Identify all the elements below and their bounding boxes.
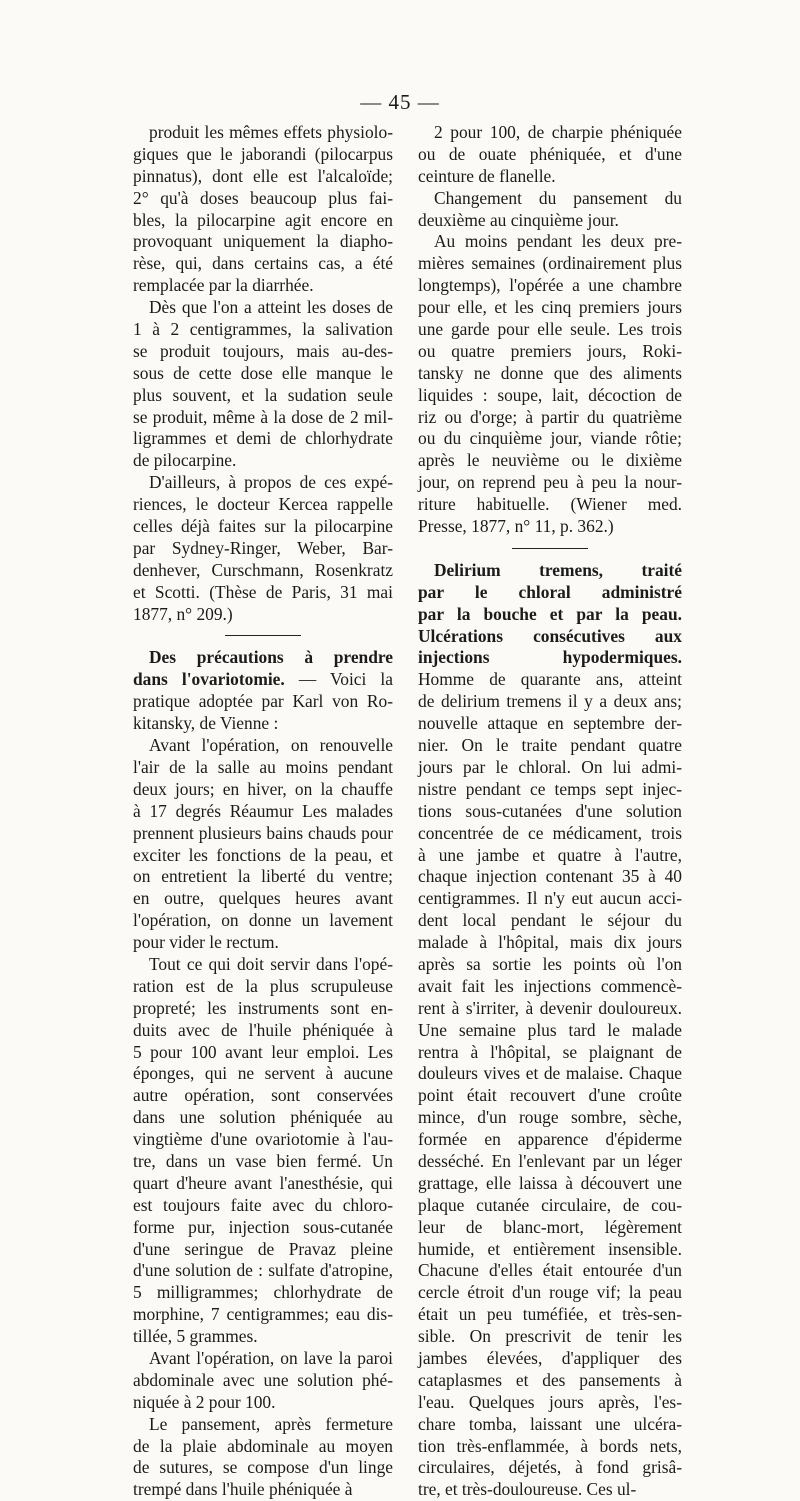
text-line: kitansky, de Vienne :: [133, 713, 279, 734]
text-line: ligrammes et demi de chlorhydrate: [133, 428, 393, 449]
heading-line: par le chloral administré: [418, 581, 682, 602]
text-line: quart d'heure avant l'anesthésie, qui: [133, 1172, 393, 1193]
text-line: 5 pour 100 avant leur emploi. Les: [133, 1041, 393, 1062]
text-line: nouvelle attaque en septembre der-: [418, 713, 682, 734]
text-line: jours par le chloral. On lui admi-: [418, 756, 682, 777]
text-line: leur de blanc-mort, légèrement: [418, 1216, 682, 1237]
text-line: d'une seringue de Pravaz pleine: [133, 1238, 393, 1259]
text-line: D'ailleurs, à propos de ces expé-: [149, 472, 393, 493]
text-line: trempé dans l'huile phéniquée à: [133, 1479, 353, 1500]
text-line: ou quatre premiers jours, Roki-: [418, 340, 682, 361]
text-line: 1877, n° 209.): [133, 603, 233, 624]
text-line: avait fait les injections commencè-: [418, 975, 682, 996]
text-line: en outre, quelques heures avant: [133, 888, 393, 909]
text-line: douleurs vives et de malaise. Chaque: [418, 1063, 682, 1084]
text-line: chare tomba, laissant une ulcéra-: [418, 1413, 682, 1434]
text-line: grattage, elle laissa à découvert une: [418, 1172, 682, 1193]
paragraph-p2: [133, 297, 393, 472]
text-line: Homme de quarante ans, atteint: [418, 669, 682, 690]
paragraph-r3: [418, 231, 682, 537]
text-line: propreté; les instruments sont en-: [133, 997, 393, 1018]
text-line: autre opération, sont conservées: [133, 1085, 393, 1106]
text-line: se produit toujours, mais au-des-: [133, 340, 393, 361]
text-line: giques que le jaborandi (pilocarpus: [133, 143, 393, 164]
text-line: cercle étroit d'un rouge vif; la peau: [418, 1282, 682, 1303]
text-line: l'eau. Quelques jours après, l'es-: [418, 1391, 682, 1412]
text-line: riture habituelle. (Wiener med.: [418, 494, 682, 515]
heading-line: injections hypodermiques.: [418, 647, 682, 668]
text-line: malade à l'hôpital, mais dix jours: [418, 932, 682, 953]
text-line: abdominale avec une solution phé-: [133, 1369, 393, 1390]
heading-line: Ulcérations consécutives aux: [418, 625, 682, 646]
text-line: par Sydney-Ringer, Weber, Bar-: [133, 537, 393, 558]
paragraph-p5: [133, 735, 393, 954]
paragraph-r4: [418, 560, 682, 1501]
text-line: rentra à l'hôpital, se plaignant de: [418, 1041, 682, 1062]
text-line: tion très-enflammée, à bords nets,: [418, 1435, 682, 1456]
text-line: mières semaines (ordinairement plus: [418, 253, 682, 274]
text-line: ou de ouate phéniquée, et d'une: [418, 143, 682, 164]
text-line: plus souvent, et la sudation seule: [133, 384, 393, 405]
section-rule: [512, 548, 588, 549]
text-line: formée en apparence d'épiderme: [418, 1129, 682, 1150]
text-line: morphine, 7 centigrammes; eau dis-: [133, 1304, 393, 1325]
text-line: remplacée par la diarrhée.: [133, 275, 314, 296]
text-line: tions sous-cutanées d'une solution: [418, 800, 682, 821]
text-line: prennent plusieurs bains chauds pour: [133, 822, 393, 843]
text-line: 1 à 2 centigrammes, la salivation: [133, 319, 393, 340]
text-line: plaque cutanée circulaire, de cou-: [418, 1194, 682, 1215]
text-line: chaque injection contenant 35 à 40: [418, 866, 682, 887]
text-line: pour vider le rectum.: [133, 932, 279, 953]
text-line: liquides : soupe, lait, décoction de: [418, 384, 682, 405]
text-line: jour, on reprend peu à peu la nour-: [418, 472, 682, 493]
text-line: pratique adoptée par Karl von Ro-: [133, 691, 393, 712]
body-text: — Voici la: [284, 669, 393, 690]
heading-text: Des précautions à prendre: [149, 647, 393, 668]
right-column: [418, 122, 682, 1501]
text-line: riences, le docteur Kercea rappelle: [133, 494, 393, 515]
text-line: Avant l'opération, on lave la paroi: [149, 1347, 393, 1368]
text-line: nier. On le traite pendant quatre: [418, 735, 682, 756]
text-line: pinnatus), dont elle est l'alcaloïde;: [133, 165, 393, 186]
text-line: tillée, 5 grammes.: [133, 1326, 258, 1347]
paragraph-p6: [133, 954, 393, 1348]
text-line: ceinture de flanelle.: [418, 165, 556, 186]
text-line: l'opération, on donne un lavement: [133, 910, 393, 931]
paragraph-r2: [418, 188, 682, 232]
text-line: était un peu tuméfiée, et très-sen-: [418, 1304, 682, 1325]
heading-text: dans l'ovariotomie.: [133, 669, 285, 690]
text-line: mince, d'un rouge sombre, sèche,: [418, 1107, 682, 1128]
text-line: [133, 669, 393, 691]
left-column: [133, 122, 393, 1501]
text-line: bles, la pilocarpine agit encore en: [133, 209, 393, 230]
text-line: l'air de la salle au moins pendant: [133, 756, 393, 777]
section-rule: [225, 635, 301, 636]
text-line: 2 pour 100, de charpie phéniquée: [434, 122, 682, 142]
text-line: riz ou d'orge; à partir du quatrième: [418, 406, 682, 427]
text-line: de pilocarpine.: [133, 450, 237, 471]
text-line: à 17 degrés Réaumur Les malades: [133, 800, 393, 821]
text-line: à une jambe et quatre à l'autre,: [418, 844, 682, 865]
text-line: circulaires, déjetés, à fond grisâ-: [418, 1457, 682, 1478]
text-line: duits avec de l'huile phéniquée à: [133, 1019, 393, 1040]
text-line: tre, et très-douloureuse. Ces ul-: [418, 1479, 637, 1500]
text-line: longtemps), l'opérée a une chambre: [418, 275, 682, 296]
text-line: Chacune d'elles était entourée d'un: [418, 1260, 682, 1281]
text-line: est toujours faite avec du chloro-: [133, 1194, 393, 1215]
text-line: de sutures, se compose d'un linge: [133, 1457, 393, 1478]
text-line: ration est de la plus scrupuleuse: [133, 975, 393, 996]
text-line: nistre pendant ce temps sept injec-: [418, 778, 682, 799]
text-line: tre, dans un vase bien fermé. Un: [133, 1150, 393, 1171]
text-line: deuxième au cinquième jour.: [418, 209, 619, 230]
text-line: provoquant uniquement la diapho-: [133, 231, 393, 252]
text-line: forme pur, injection sous-cutanée: [133, 1216, 393, 1237]
text-line: Dès que l'on a atteint les doses de: [149, 297, 393, 318]
text-line: se produit, même à la dose de 2 mil-: [133, 406, 393, 427]
text-line: tansky ne donne que des aliments: [418, 362, 682, 383]
text-line: desséché. En l'enlevant par un léger: [418, 1150, 682, 1171]
text-line: d'une solution de : sulfate d'atropine,: [133, 1260, 393, 1281]
paragraph-p7: [133, 1348, 393, 1414]
paragraph-p3: [133, 472, 393, 625]
text-line: pour elle, et les cinq premiers jours: [418, 297, 682, 318]
text-line: vingtième d'une ovariotomie à l'au-: [133, 1129, 393, 1150]
paragraph-p8: [133, 1414, 393, 1501]
text-line: centigrammes. Il n'y eut aucun acci-: [418, 888, 682, 909]
text-line: Tout ce qui doit servir dans l'opé-: [149, 953, 393, 974]
text-line: humide, et entièrement insensible.: [418, 1238, 682, 1259]
text-line: de la plaie abdominale au moyen: [133, 1435, 393, 1456]
text-line: concentrée de ce médicament, trois: [418, 822, 682, 843]
text-line: Changement du pansement du: [434, 187, 682, 208]
text-line: celles déjà faites sur la pilocarpine: [133, 516, 393, 537]
text-line: rèse, qui, dans certains cas, a été: [133, 253, 393, 274]
heading-line: Delirium tremens, traité: [434, 559, 682, 580]
text-line: jambes élevées, d'appliquer des: [418, 1347, 682, 1368]
text-line: niquée à 2 pour 100.: [133, 1391, 276, 1412]
text-line: Presse, 1877, n° 11, p. 362.): [418, 516, 614, 537]
text-line: sible. On prescrivit de tenir les: [418, 1326, 682, 1347]
text-line: produit les mêmes effets physiolo-: [149, 122, 393, 142]
text-line: sous de cette dose elle manque le: [133, 362, 393, 383]
text-line: rent à s'irriter, à devenir douloureux.: [418, 997, 682, 1018]
text-line: point était recouvert d'une croûte: [418, 1085, 682, 1106]
text-line: et Scotti. (Thèse de Paris, 31 mai: [133, 581, 393, 602]
text-line: denhever, Curschmann, Rosenkratz: [133, 559, 393, 580]
text-line: [133, 647, 393, 669]
text-line: deux jours; en hiver, on la chauffe: [133, 778, 393, 799]
text-line: Avant l'opération, on renouvelle: [149, 735, 393, 756]
page-number: — 45 —: [360, 90, 440, 114]
text-line: on entretient la liberté du ventre;: [133, 866, 393, 887]
paragraph-r1: [418, 122, 682, 188]
text-line: dans une solution phéniquée au: [133, 1107, 393, 1128]
paragraph-p4: [133, 647, 393, 735]
text-line: Une semaine plus tard le malade: [418, 1019, 682, 1040]
text-line: ou du cinquième jour, viande rôtie;: [418, 428, 682, 449]
heading-line: par la bouche et par la peau.: [418, 603, 682, 624]
text-line: après le neuvième ou le dixième: [418, 450, 682, 471]
text-line: cataplasmes et des pansements à: [418, 1369, 682, 1390]
text-line: dent local pendant le séjour du: [418, 910, 682, 931]
text-line: de delirium tremens il y a deux ans;: [418, 691, 682, 712]
text-line: Au moins pendant les deux pre-: [434, 231, 682, 252]
paragraph-p1: [133, 122, 393, 297]
text-line: une garde pour elle seule. Les trois: [418, 319, 682, 340]
text-line: exciter les fonctions de la peau, et: [133, 844, 393, 865]
text-line: après sa sortie les points où l'on: [418, 953, 682, 974]
text-line: 5 milligrammes; chlorhydrate de: [133, 1282, 393, 1303]
text-line: éponges, qui ne servent à aucune: [133, 1063, 393, 1084]
text-line: 2° qu'à doses beaucoup plus fai-: [133, 187, 393, 208]
text-line: Le pansement, après fermeture: [149, 1413, 393, 1434]
